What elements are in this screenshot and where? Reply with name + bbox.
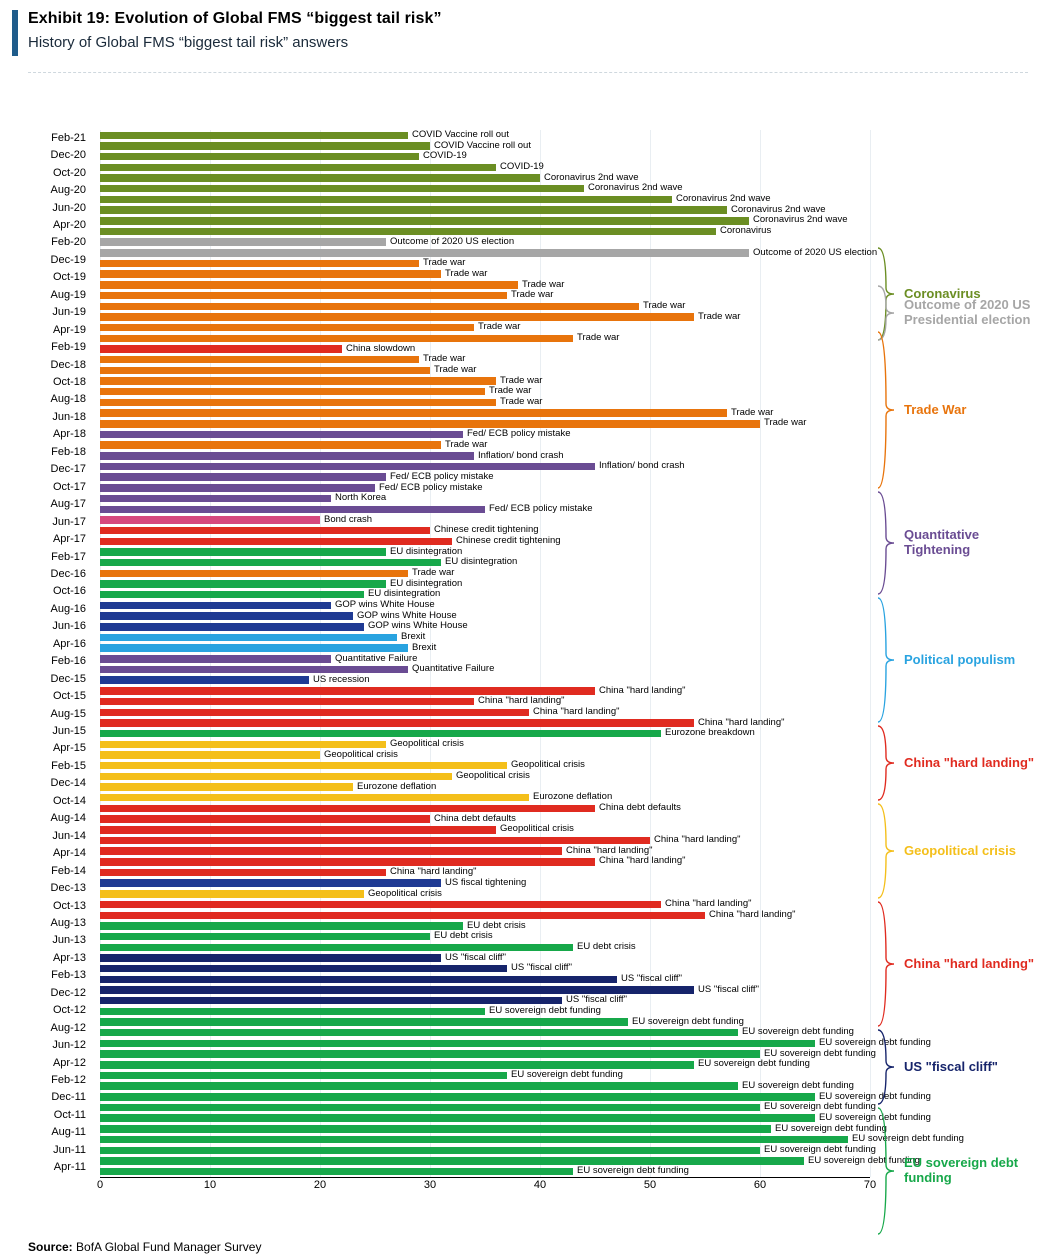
y-tick-label: Feb-13 — [51, 969, 86, 982]
bar-label: EU sovereign debt funding — [819, 1037, 931, 1049]
bar — [100, 420, 760, 427]
y-tick-label: Feb-17 — [51, 550, 86, 563]
source-note — [28, 1240, 261, 1254]
bar — [100, 132, 408, 139]
bar — [100, 217, 749, 224]
bar — [100, 709, 529, 716]
bar-label: EU debt crisis — [577, 940, 636, 952]
bar-label: EU sovereign debt funding — [764, 1143, 876, 1155]
bar — [100, 303, 639, 310]
y-tick-label: Aug-19 — [50, 288, 86, 301]
bar — [100, 506, 485, 513]
bar-label: Coronavirus — [720, 225, 772, 237]
y-tick-label: Jun-13 — [52, 934, 86, 947]
y-tick-label: Apr-14 — [52, 847, 86, 860]
bar-label: Eurozone deflation — [357, 780, 437, 792]
y-tick-label: Apr-17 — [52, 533, 86, 546]
category-brace — [876, 1106, 898, 1236]
bar — [100, 1018, 628, 1025]
bar-label: GOP wins White House — [335, 599, 435, 611]
bar-label: Chinese credit tightening — [434, 524, 539, 536]
category-label: China "hard landing" — [904, 754, 1035, 770]
y-tick-label: Oct-20 — [52, 166, 86, 179]
bar — [100, 548, 386, 555]
bar — [100, 954, 441, 961]
bar-label: Fed/ ECB policy mistake — [489, 502, 593, 514]
bar-label: Trade war — [764, 417, 807, 429]
bar — [100, 164, 496, 171]
y-tick-label: Oct-13 — [52, 899, 86, 912]
y-tick-label: Jun-15 — [52, 725, 86, 738]
bar-label: Eurozone breakdown — [665, 727, 755, 739]
y-tick-label: Apr-12 — [52, 1056, 86, 1069]
y-tick-label: Aug-12 — [50, 1021, 86, 1034]
x-tick-label: 30 — [423, 1179, 437, 1191]
category-label: Political populism — [904, 651, 1016, 667]
bar — [100, 1029, 738, 1036]
bar — [100, 730, 661, 737]
bar — [100, 687, 595, 694]
page-subtitle: History of Global FMS “biggest tail risk” answers — [28, 34, 349, 51]
bar-label: Fed/ ECB policy mistake — [390, 470, 494, 482]
bar-label: Inflation/ bond crash — [599, 460, 685, 472]
bar — [100, 570, 408, 577]
bar — [100, 409, 727, 416]
bar-label: Trade war — [412, 567, 455, 579]
y-tick-label: Oct-14 — [52, 794, 86, 807]
y-tick-label: Dec-18 — [50, 358, 86, 371]
bar — [100, 879, 441, 886]
bar-label: Brexit — [401, 631, 426, 643]
bar-label: EU sovereign debt funding — [742, 1026, 854, 1038]
bar-label: Geopolitical crisis — [456, 770, 530, 782]
bar-label: China debt defaults — [434, 812, 516, 824]
y-tick-label: Oct-12 — [52, 1004, 86, 1017]
bar — [100, 944, 573, 951]
bar-label: Quantitative Failure — [335, 652, 418, 664]
bar-label: EU disintegration — [445, 556, 518, 568]
bar — [100, 912, 705, 919]
x-tick-label: 20 — [313, 1179, 327, 1191]
y-tick-label: Feb-21 — [51, 131, 86, 144]
bar-label: Trade war — [643, 299, 686, 311]
bar-label: China "hard landing" — [698, 716, 785, 728]
y-tick-label: Dec-12 — [50, 986, 86, 999]
header-divider — [28, 72, 1028, 73]
bar — [100, 623, 364, 630]
bar-label: COVID Vaccine roll out — [412, 129, 509, 140]
bar-label: Fed/ ECB policy mistake — [379, 481, 483, 493]
bar — [100, 441, 441, 448]
bar — [100, 676, 309, 683]
bar-label: Outcome of 2020 US election — [753, 246, 878, 258]
bar — [100, 762, 507, 769]
bar-label: Trade war — [522, 278, 565, 290]
x-axis-line — [100, 1177, 870, 1178]
bar-label: US "fiscal cliff" — [566, 994, 627, 1006]
bar-label: EU sovereign debt funding — [764, 1047, 876, 1059]
category-label: Outcome of 2020 US Presidential election — [904, 297, 1031, 327]
bar-label: Trade war — [478, 321, 521, 333]
bar — [100, 1040, 815, 1047]
bar-label: Trade war — [577, 331, 620, 343]
bar-label: Coronavirus 2nd wave — [731, 203, 826, 215]
y-tick-label: Jun-19 — [52, 306, 86, 319]
y-tick-label: Jun-17 — [52, 515, 86, 528]
x-tick-label: 50 — [643, 1179, 657, 1191]
category-label: US "fiscal cliff" — [904, 1058, 998, 1074]
y-tick-label: Apr-13 — [52, 951, 86, 964]
bar-label: Trade war — [445, 267, 488, 279]
y-tick-label: Oct-16 — [52, 585, 86, 598]
bar — [100, 634, 397, 641]
bar — [100, 377, 496, 384]
bar-label: China "hard landing" — [709, 908, 796, 920]
bar-label: China slowdown — [346, 342, 416, 354]
bar — [100, 986, 694, 993]
y-tick-label: Feb-18 — [51, 445, 86, 458]
bar — [100, 153, 419, 160]
bar — [100, 1157, 804, 1164]
bar-label: EU sovereign debt funding — [819, 1111, 931, 1123]
y-tick-label: Aug-14 — [50, 812, 86, 825]
x-tick-label: 10 — [203, 1179, 217, 1191]
bar — [100, 527, 430, 534]
y-tick-label: Dec-20 — [50, 149, 86, 162]
bar-label: EU disintegration — [390, 545, 463, 557]
chart-container — [0, 86, 1054, 1216]
bar-label: US "fiscal cliff" — [621, 973, 682, 984]
category-label: Trade War — [904, 401, 967, 417]
bar-label: COVID Vaccine roll out — [434, 139, 531, 151]
bar-label: North Korea — [335, 492, 387, 504]
bar-label: Geopolitical crisis — [500, 823, 574, 835]
y-tick-label: Jun-12 — [52, 1039, 86, 1052]
bar-label: Coronavirus 2nd wave — [544, 171, 639, 183]
exhibit-header — [0, 0, 1054, 70]
bar — [100, 1136, 848, 1143]
bar — [100, 815, 430, 822]
category-label: Quantitative Tightening — [904, 527, 980, 557]
bar-label: Coronavirus 2nd wave — [676, 193, 771, 205]
bar-label: Outcome of 2020 US election — [390, 235, 515, 247]
bar — [100, 965, 507, 972]
category-brace — [876, 330, 898, 490]
bar — [100, 356, 419, 363]
bar-label: Eurozone deflation — [533, 791, 613, 803]
bar — [100, 698, 474, 705]
y-tick-label: Oct-19 — [52, 271, 86, 284]
bar — [100, 1125, 771, 1132]
bar-label: Inflation/ bond crash — [478, 449, 564, 461]
bar-label: US "fiscal cliff" — [511, 962, 572, 974]
bar-label: GOP wins White House — [368, 620, 468, 632]
bar — [100, 1008, 485, 1015]
bar — [100, 890, 364, 897]
category-label: Geopolitical crisis — [904, 842, 1016, 858]
category-label: EU sovereign debt funding — [904, 1155, 1019, 1185]
category-brace — [876, 1028, 898, 1106]
bar-label: Trade war — [423, 257, 466, 269]
bar-label: EU disintegration — [390, 577, 463, 589]
bar — [100, 559, 441, 566]
bar — [100, 185, 584, 192]
y-tick-label: Feb-20 — [51, 236, 86, 249]
category-label: Coronavirus — [904, 285, 981, 301]
y-tick-label: Oct-18 — [52, 376, 86, 389]
bar-label: Trade war — [731, 406, 774, 418]
bar-label: Geopolitical crisis — [511, 759, 585, 771]
y-tick-label: Dec-15 — [50, 672, 86, 685]
bar — [100, 837, 650, 844]
bar — [100, 773, 452, 780]
bar — [100, 495, 331, 502]
y-tick-label: Feb-16 — [51, 655, 86, 668]
bar-label: Coronavirus 2nd wave — [753, 214, 848, 226]
y-tick-label: Jun-20 — [52, 201, 86, 214]
bar-label: Bond crash — [324, 513, 373, 525]
y-tick-label: Dec-14 — [50, 777, 86, 790]
bar — [100, 324, 474, 331]
bar-label: China "hard landing" — [654, 834, 741, 846]
bar — [100, 1104, 760, 1111]
bar-label: EU sovereign debt funding — [511, 1069, 623, 1081]
bar — [100, 794, 529, 801]
category-brace — [876, 490, 898, 596]
bar-label: EU debt crisis — [467, 919, 526, 931]
bar — [100, 591, 364, 598]
bar — [100, 388, 485, 395]
bar-label: EU sovereign debt funding — [742, 1079, 854, 1091]
bar — [100, 901, 661, 908]
source-text: BofA Global Fund Manager Survey — [76, 1240, 262, 1254]
bar — [100, 270, 441, 277]
bar — [100, 431, 463, 438]
bar — [100, 666, 408, 673]
bar-label: EU sovereign debt funding — [764, 1101, 876, 1113]
category-brace — [876, 724, 898, 802]
y-tick-label: Aug-13 — [50, 916, 86, 929]
bar — [100, 783, 353, 790]
bar-label: US recession — [313, 673, 370, 685]
bar-label: US "fiscal cliff" — [698, 983, 759, 995]
page-title: Exhibit 19: Evolution of Global FMS “biggest tail risk” — [28, 10, 442, 27]
bar — [100, 580, 386, 587]
bar — [100, 1114, 815, 1121]
y-tick-label: Apr-16 — [52, 637, 86, 650]
bar — [100, 933, 430, 940]
bar — [100, 644, 408, 651]
bar — [100, 281, 518, 288]
bar — [100, 206, 727, 213]
bar — [100, 1082, 738, 1089]
y-tick-label: Jun-16 — [52, 620, 86, 633]
y-tick-label: Aug-20 — [50, 184, 86, 197]
bar — [100, 292, 507, 299]
y-tick-label: Feb-15 — [51, 759, 86, 772]
category-brace — [876, 900, 898, 1028]
x-tick-label: 70 — [863, 1179, 877, 1191]
bar-label: Fed/ ECB policy mistake — [467, 428, 571, 440]
bar — [100, 1072, 507, 1079]
bar-label: EU disintegration — [368, 588, 441, 600]
bar — [100, 313, 694, 320]
bar-label: EU debt crisis — [434, 930, 493, 942]
bar-label: EU sovereign debt funding — [489, 1005, 601, 1017]
x-tick-label: 60 — [753, 1179, 767, 1191]
bar — [100, 997, 562, 1004]
bar-label: US "fiscal cliff" — [445, 951, 506, 963]
bar — [100, 976, 617, 983]
bar — [100, 719, 694, 726]
bar-label: China "hard landing" — [390, 866, 477, 878]
bar-label: China "hard landing" — [566, 844, 653, 856]
bar-label: EU sovereign debt funding — [819, 1090, 931, 1102]
gridline — [870, 130, 871, 1177]
y-tick-label: Dec-19 — [50, 253, 86, 266]
bar-label: China "hard landing" — [665, 898, 752, 910]
y-tick-label: Jun-11 — [53, 1143, 86, 1156]
bar-label: COVID-19 — [500, 161, 544, 173]
bar-label: Trade war — [445, 438, 488, 450]
bar-label: US fiscal tightening — [445, 876, 527, 888]
bar-label: COVID-19 — [423, 150, 467, 162]
gridline — [760, 130, 761, 1177]
bar — [100, 751, 320, 758]
y-tick-label: Oct-17 — [52, 480, 86, 493]
y-tick-label: Aug-15 — [50, 707, 86, 720]
bar — [100, 858, 595, 865]
bar-label: Coronavirus 2nd wave — [588, 182, 683, 194]
bar-label: China "hard landing" — [599, 855, 686, 867]
bar-label: Quantitative Failure — [412, 663, 495, 675]
y-tick-label: Dec-17 — [50, 463, 86, 476]
category-label: China "hard landing" — [904, 955, 1035, 971]
bar-label: China "hard landing" — [478, 695, 565, 707]
bar — [100, 228, 716, 235]
bar — [100, 335, 573, 342]
bar — [100, 538, 452, 545]
y-tick-label: Feb-12 — [51, 1074, 86, 1087]
bar — [100, 1050, 760, 1057]
bar — [100, 142, 430, 149]
bar — [100, 473, 386, 480]
bar — [100, 249, 749, 256]
bar — [100, 1061, 694, 1068]
bar — [100, 826, 496, 833]
bar-label: Geopolitical crisis — [390, 737, 464, 749]
bar-label: Geopolitical crisis — [324, 748, 398, 760]
bar-label: Trade war — [511, 289, 554, 301]
bar — [100, 516, 320, 523]
y-tick-label: Apr-20 — [52, 218, 86, 231]
bar — [100, 741, 386, 748]
bar — [100, 847, 562, 854]
y-tick-label: Aug-17 — [50, 498, 86, 511]
bar-label: Trade war — [423, 353, 466, 365]
bar — [100, 484, 375, 491]
bar-label: GOP wins White House — [357, 609, 457, 621]
bar — [100, 196, 672, 203]
y-tick-label: Feb-19 — [51, 341, 86, 354]
bar — [100, 174, 540, 181]
bar-label: EU sovereign debt funding — [775, 1122, 887, 1134]
bar — [100, 452, 474, 459]
y-tick-label: Apr-15 — [52, 742, 86, 755]
bar-label: Trade war — [434, 364, 477, 376]
bar-label: China "hard landing" — [533, 705, 620, 717]
y-tick-label: Apr-18 — [52, 428, 86, 441]
bar-label: Chinese credit tightening — [456, 534, 561, 546]
title-accent-bar — [12, 10, 18, 56]
bar-label: Trade war — [698, 310, 741, 322]
bar-label: EU sovereign debt funding — [632, 1015, 744, 1027]
source-label: Source: — [28, 1240, 73, 1254]
bar — [100, 345, 342, 352]
bar — [100, 612, 353, 619]
bar-label: EU sovereign debt funding — [698, 1058, 810, 1070]
bar — [100, 463, 595, 470]
bar-label: EU sovereign debt funding — [577, 1165, 689, 1177]
bar-label: Brexit — [412, 641, 437, 653]
bar — [100, 260, 419, 267]
bar-label: Trade war — [500, 374, 543, 386]
category-brace — [876, 596, 898, 724]
y-tick-label: Jun-14 — [52, 829, 86, 842]
bar — [100, 602, 331, 609]
bar-label: EU sovereign debt funding — [852, 1133, 964, 1145]
bar-label: EU sovereign debt funding — [808, 1154, 920, 1166]
y-tick-label: Dec-11 — [51, 1091, 86, 1104]
y-tick-label: Dec-13 — [50, 882, 86, 895]
bar — [100, 367, 430, 374]
y-tick-label: Aug-16 — [50, 602, 86, 615]
x-tick-label: 0 — [96, 1179, 104, 1191]
y-tick-label: Aug-18 — [50, 393, 86, 406]
bar — [100, 1168, 573, 1175]
y-tick-label: Apr-19 — [52, 323, 86, 336]
y-tick-label: Oct-15 — [52, 690, 86, 703]
bar-label: China "hard landing" — [599, 684, 686, 696]
bar — [100, 399, 496, 406]
bar — [100, 869, 386, 876]
bar-label: Trade war — [489, 385, 532, 397]
y-tick-label: Oct-11 — [53, 1108, 86, 1121]
bar-label: Geopolitical crisis — [368, 887, 442, 899]
y-tick-label: Jun-18 — [52, 410, 86, 423]
bar-label: Trade war — [500, 396, 543, 408]
bar — [100, 655, 331, 662]
bar — [100, 805, 595, 812]
y-tick-label: Apr-11 — [53, 1161, 86, 1174]
bar — [100, 1147, 760, 1154]
y-tick-label: Feb-14 — [51, 864, 86, 877]
x-tick-label: 40 — [533, 1179, 547, 1191]
bar — [100, 238, 386, 245]
y-tick-label: Dec-16 — [50, 567, 86, 580]
category-brace — [876, 802, 898, 900]
bar — [100, 922, 463, 929]
bar — [100, 1093, 815, 1100]
y-tick-label: Aug-11 — [51, 1126, 86, 1139]
bar-label: China debt defaults — [599, 802, 681, 814]
